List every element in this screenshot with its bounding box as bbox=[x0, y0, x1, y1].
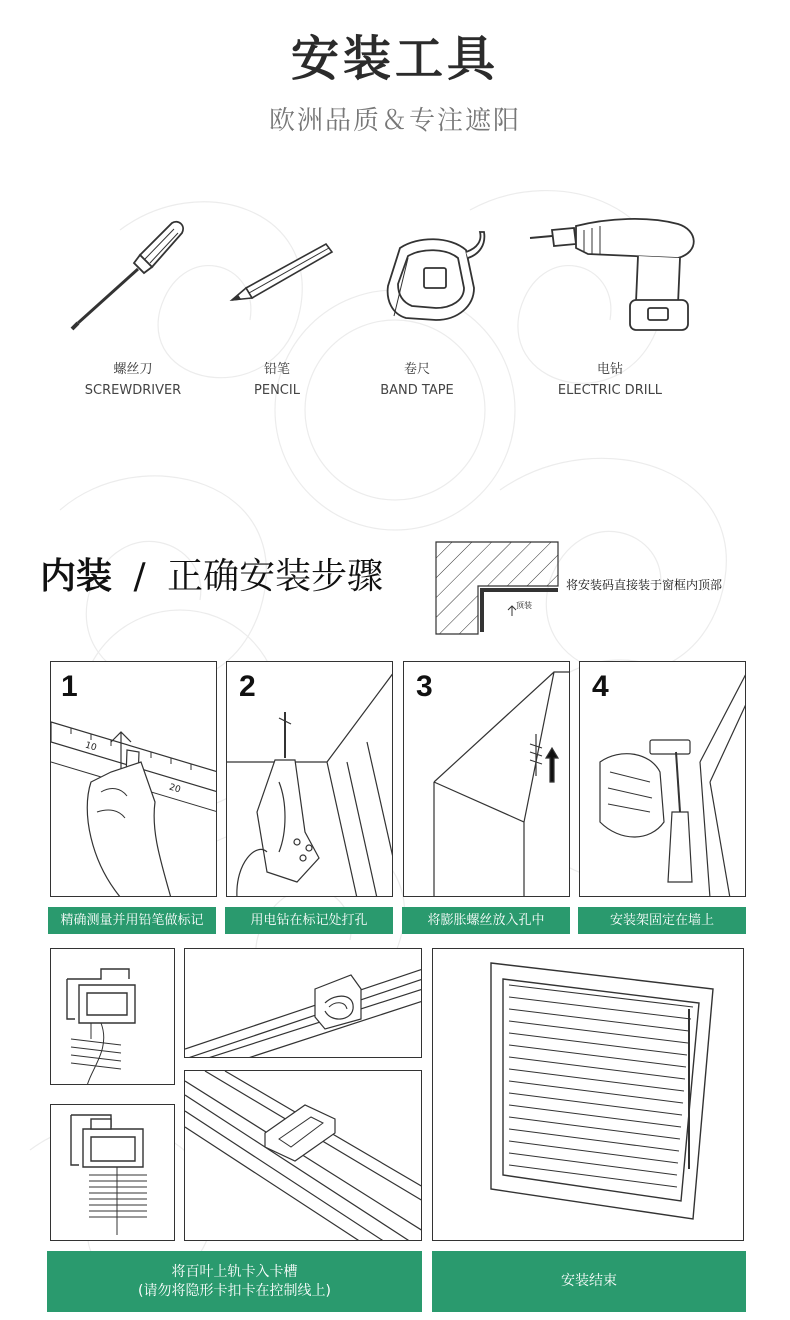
tool-label-cn-screwdriver: 螺丝刀 bbox=[113, 362, 153, 377]
tool-label-en-drill: ELECTRIC DRILL bbox=[557, 383, 663, 398]
tool-label-en-pencil: PENCIL bbox=[254, 383, 300, 398]
final-caption-line-1: 将百叶上轨卡入卡槽 bbox=[171, 1263, 298, 1280]
section-title-separator: / bbox=[133, 556, 146, 597]
section-title bbox=[40, 548, 383, 599]
final-caption-line-2: (请勿将隐形卡扣卡在控制线上) bbox=[138, 1282, 331, 1299]
section-title-bold: 内装 bbox=[40, 556, 113, 597]
step-2-number: 2 bbox=[239, 670, 256, 703]
step-1-illustration bbox=[51, 662, 217, 897]
step-4-panel bbox=[579, 661, 746, 897]
finished-blind-panel bbox=[432, 948, 744, 1241]
step-1-number: 1 bbox=[61, 670, 78, 703]
section-title-rest: 正确安装步骤 bbox=[167, 556, 384, 597]
final-caption-left bbox=[47, 1251, 422, 1312]
ruler-label-10: 10 bbox=[83, 740, 98, 754]
tape-measure-icon bbox=[378, 228, 488, 328]
top-mount-diagram bbox=[434, 540, 564, 636]
step-3-caption: 将膨胀螺丝放入孔中 bbox=[402, 907, 570, 934]
screwdriver-icon bbox=[60, 215, 200, 335]
rail-detail-illustration-1 bbox=[185, 949, 422, 1058]
clip-detail-illustration-1 bbox=[51, 949, 175, 1085]
step-3-panel bbox=[403, 661, 570, 897]
step-2-illustration bbox=[227, 662, 393, 897]
step-4-number: 4 bbox=[592, 670, 609, 703]
finished-blind-illustration bbox=[433, 949, 744, 1241]
diagram-note: 将安装码直接装于窗框内顶部 bbox=[566, 578, 723, 592]
step-1-caption: 精确测量并用铅笔做标记 bbox=[48, 907, 216, 934]
tool-label-cn-pencil: 铅笔 bbox=[263, 362, 290, 377]
rail-detail-panel-2 bbox=[184, 1070, 422, 1241]
clip-detail-panel-2 bbox=[50, 1104, 175, 1241]
clip-detail-panel-1 bbox=[50, 948, 175, 1085]
step-4-illustration bbox=[580, 662, 746, 897]
pencil-icon bbox=[222, 236, 342, 306]
tool-label-cn-drill: 电钻 bbox=[596, 362, 623, 377]
page-title: 安装工具 bbox=[290, 31, 499, 87]
final-caption-right: 安装结束 bbox=[432, 1251, 746, 1312]
step-1-panel bbox=[50, 661, 217, 897]
clip-detail-illustration-2 bbox=[51, 1105, 175, 1241]
step-4-caption: 安装架固定在墙上 bbox=[578, 907, 746, 934]
ruler-label-20: 20 bbox=[167, 782, 182, 796]
page-subtitle: 欧洲品质＆专注遮阳 bbox=[268, 106, 521, 136]
step-2-caption: 用电钻在标记处打孔 bbox=[225, 907, 393, 934]
step-3-number: 3 bbox=[416, 670, 433, 703]
diagram-label: 顶装 bbox=[516, 601, 532, 610]
tool-label-en-screwdriver: SCREWDRIVER bbox=[84, 383, 182, 398]
tool-label-en-tape: BAND TAPE bbox=[380, 383, 454, 398]
tool-label-cn-tape: 卷尺 bbox=[403, 362, 430, 377]
step-3-illustration bbox=[404, 662, 570, 897]
rail-detail-panel-1 bbox=[184, 948, 422, 1058]
step-2-panel bbox=[226, 661, 393, 897]
rail-detail-illustration-2 bbox=[185, 1071, 422, 1241]
drill-icon bbox=[528, 212, 708, 342]
